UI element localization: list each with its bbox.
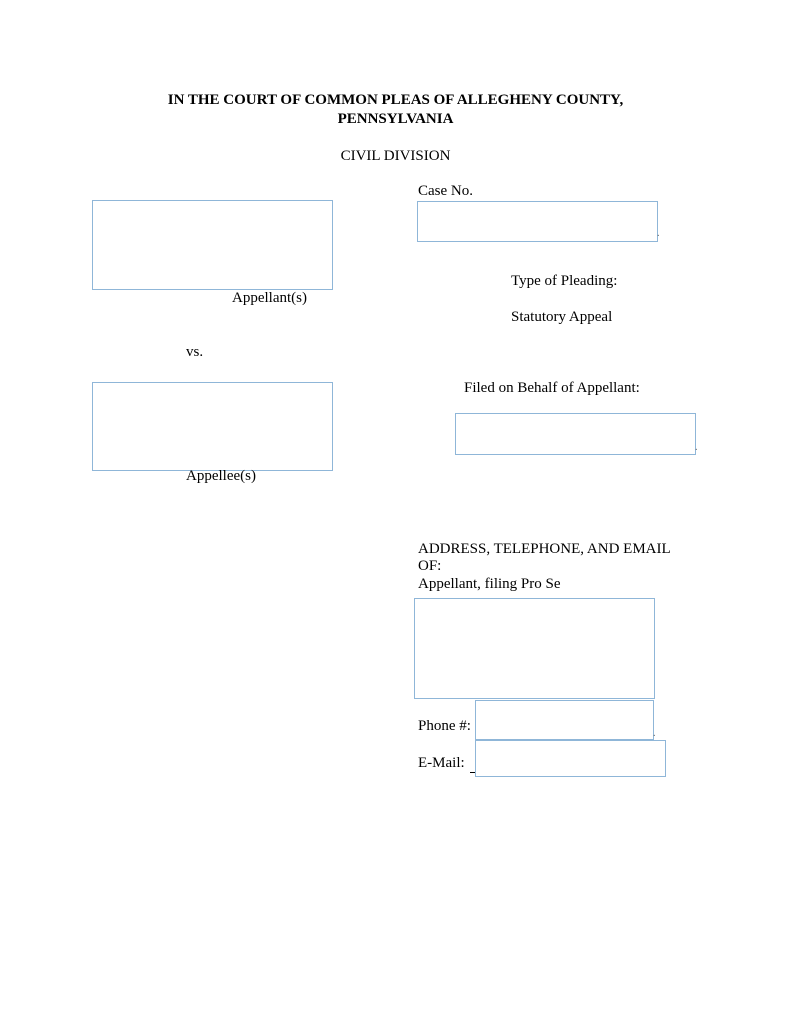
address-heading-line1: ADDRESS, TELEPHONE, AND EMAIL [418, 541, 671, 557]
address-heading-line3: Appellant, filing Pro Se [418, 576, 561, 592]
email-field[interactable] [475, 740, 666, 777]
appellant-names-field[interactable] [92, 200, 333, 290]
appellee-label: Appellee(s) [186, 468, 256, 484]
appellee-names-field[interactable] [92, 382, 333, 471]
field-marker: . [657, 228, 660, 239]
court-title-line1: IN THE COURT OF COMMON PLEAS OF ALLEGHENY COUNTY, [167, 92, 624, 108]
case-no-field[interactable] [417, 201, 658, 242]
case-no-label: Case No. [418, 183, 473, 199]
versus-label: vs. [186, 344, 204, 360]
field-marker: . [653, 728, 656, 739]
phone-field[interactable] [475, 700, 654, 740]
field-marker: . [695, 442, 698, 453]
filed-on-behalf-field[interactable] [455, 413, 696, 455]
phone-label: Phone #: [418, 718, 471, 734]
filed-on-behalf-label: Filed on Behalf of Appellant: [464, 380, 640, 396]
court-title-line2: PENNSYLVANIA [337, 111, 454, 127]
type-of-pleading-label: Type of Pleading: [511, 273, 618, 289]
division-label: CIVIL DIVISION [340, 148, 451, 164]
appellant-label: Appellant(s) [232, 290, 307, 306]
type-of-pleading-value: Statutory Appeal [511, 309, 613, 325]
address-field[interactable] [414, 598, 655, 699]
email-label: E-Mail: [418, 755, 465, 771]
address-heading-line2: OF: [418, 558, 442, 574]
